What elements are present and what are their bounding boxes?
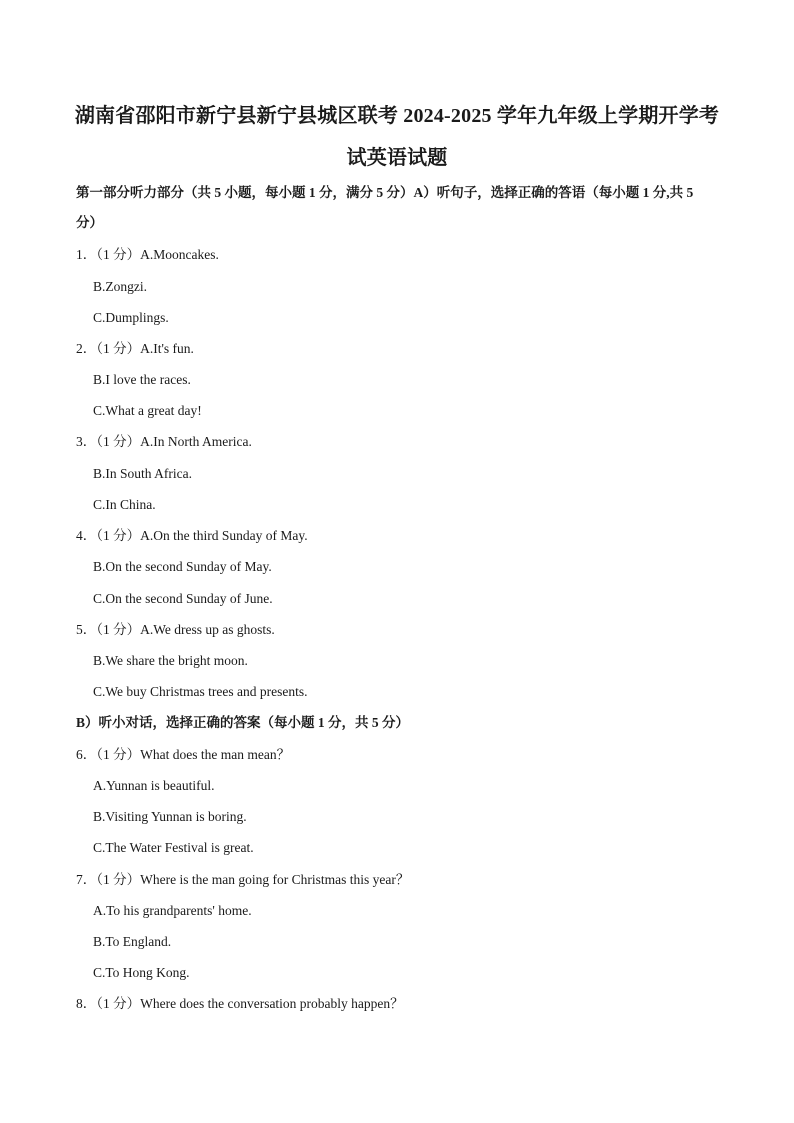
question-stem: A.It's fun.	[140, 341, 194, 356]
section-a-heading-line-1: 第一部分听力部分（共 5 小题，每小题 1 分，满分 5 分）A）听句子，选择正确的答语（每小题 1 分,共 5	[76, 185, 694, 200]
question-5-option-c: C.We buy Christmas trees and presents.	[93, 684, 308, 699]
question-number: 6．（1 分）	[76, 747, 141, 762]
question-8	[76, 995, 404, 1013]
question-7	[76, 871, 409, 889]
question-6-option-c: C.The Water Festival is great.	[93, 840, 254, 855]
question-number: 2．（1 分）	[76, 341, 141, 356]
question-stem: What does the man mean？	[140, 747, 291, 762]
section-a-heading-line-2: 分）	[76, 215, 103, 230]
question-stem: A.On the third Sunday of May.	[140, 528, 308, 543]
question-5-option-b: B.We share the bright moon.	[93, 653, 248, 668]
question-number: 3．（1 分）	[76, 434, 141, 449]
question-number: 1．（1 分）	[76, 247, 141, 262]
question-2-option-c: C.What a great day!	[93, 403, 202, 418]
section-b-heading: B）听小对话，选择正确的答案（每小题 1 分，共 5 分）	[76, 715, 410, 730]
question-5	[76, 621, 275, 639]
question-6-option-b: B.Visiting Yunnan is boring.	[93, 809, 247, 824]
question-stem: A.We dress up as ghosts.	[140, 622, 275, 637]
question-3-option-b: B.In South Africa.	[93, 466, 192, 481]
question-stem: Where is the man going for Christmas this year？	[140, 872, 410, 887]
page-title-line-2: 试英语试题	[346, 147, 448, 169]
question-stem: A.Mooncakes.	[140, 247, 219, 262]
page-title-line-1: 湖南省邵阳市新宁县新宁县城区联考 2024-2025 学年九年级上学期开学考	[74, 105, 720, 127]
question-stem: Where does the conversation probably happen？	[140, 996, 404, 1011]
question-2-option-b: B.I love the races.	[93, 372, 191, 387]
question-3	[76, 433, 252, 451]
question-1-option-b: B.Zongzi.	[93, 279, 147, 294]
question-1	[76, 246, 219, 264]
question-number: 4．（1 分）	[76, 528, 141, 543]
question-number: 7．（1 分）	[76, 872, 141, 887]
question-6-option-a: A.Yunnan is beautiful.	[93, 778, 215, 793]
question-1-option-c: C.Dumplings.	[93, 310, 169, 325]
question-4-option-c: C.On the second Sunday of June.	[93, 591, 273, 606]
question-number: 5．（1 分）	[76, 622, 141, 637]
question-7-option-b: B.To England.	[93, 934, 172, 949]
question-6	[76, 746, 290, 764]
question-number: 8．（1 分）	[76, 996, 141, 1011]
question-4-option-b: B.On the second Sunday of May.	[93, 559, 272, 574]
question-4	[76, 527, 308, 545]
question-stem: A.In North America.	[140, 434, 252, 449]
question-7-option-a: A.To his grandparents' home.	[93, 903, 252, 918]
question-2	[76, 340, 194, 358]
section-a-heading	[76, 183, 720, 233]
question-3-option-c: C.In China.	[93, 497, 156, 512]
question-7-option-c: C.To Hong Kong.	[93, 965, 190, 980]
